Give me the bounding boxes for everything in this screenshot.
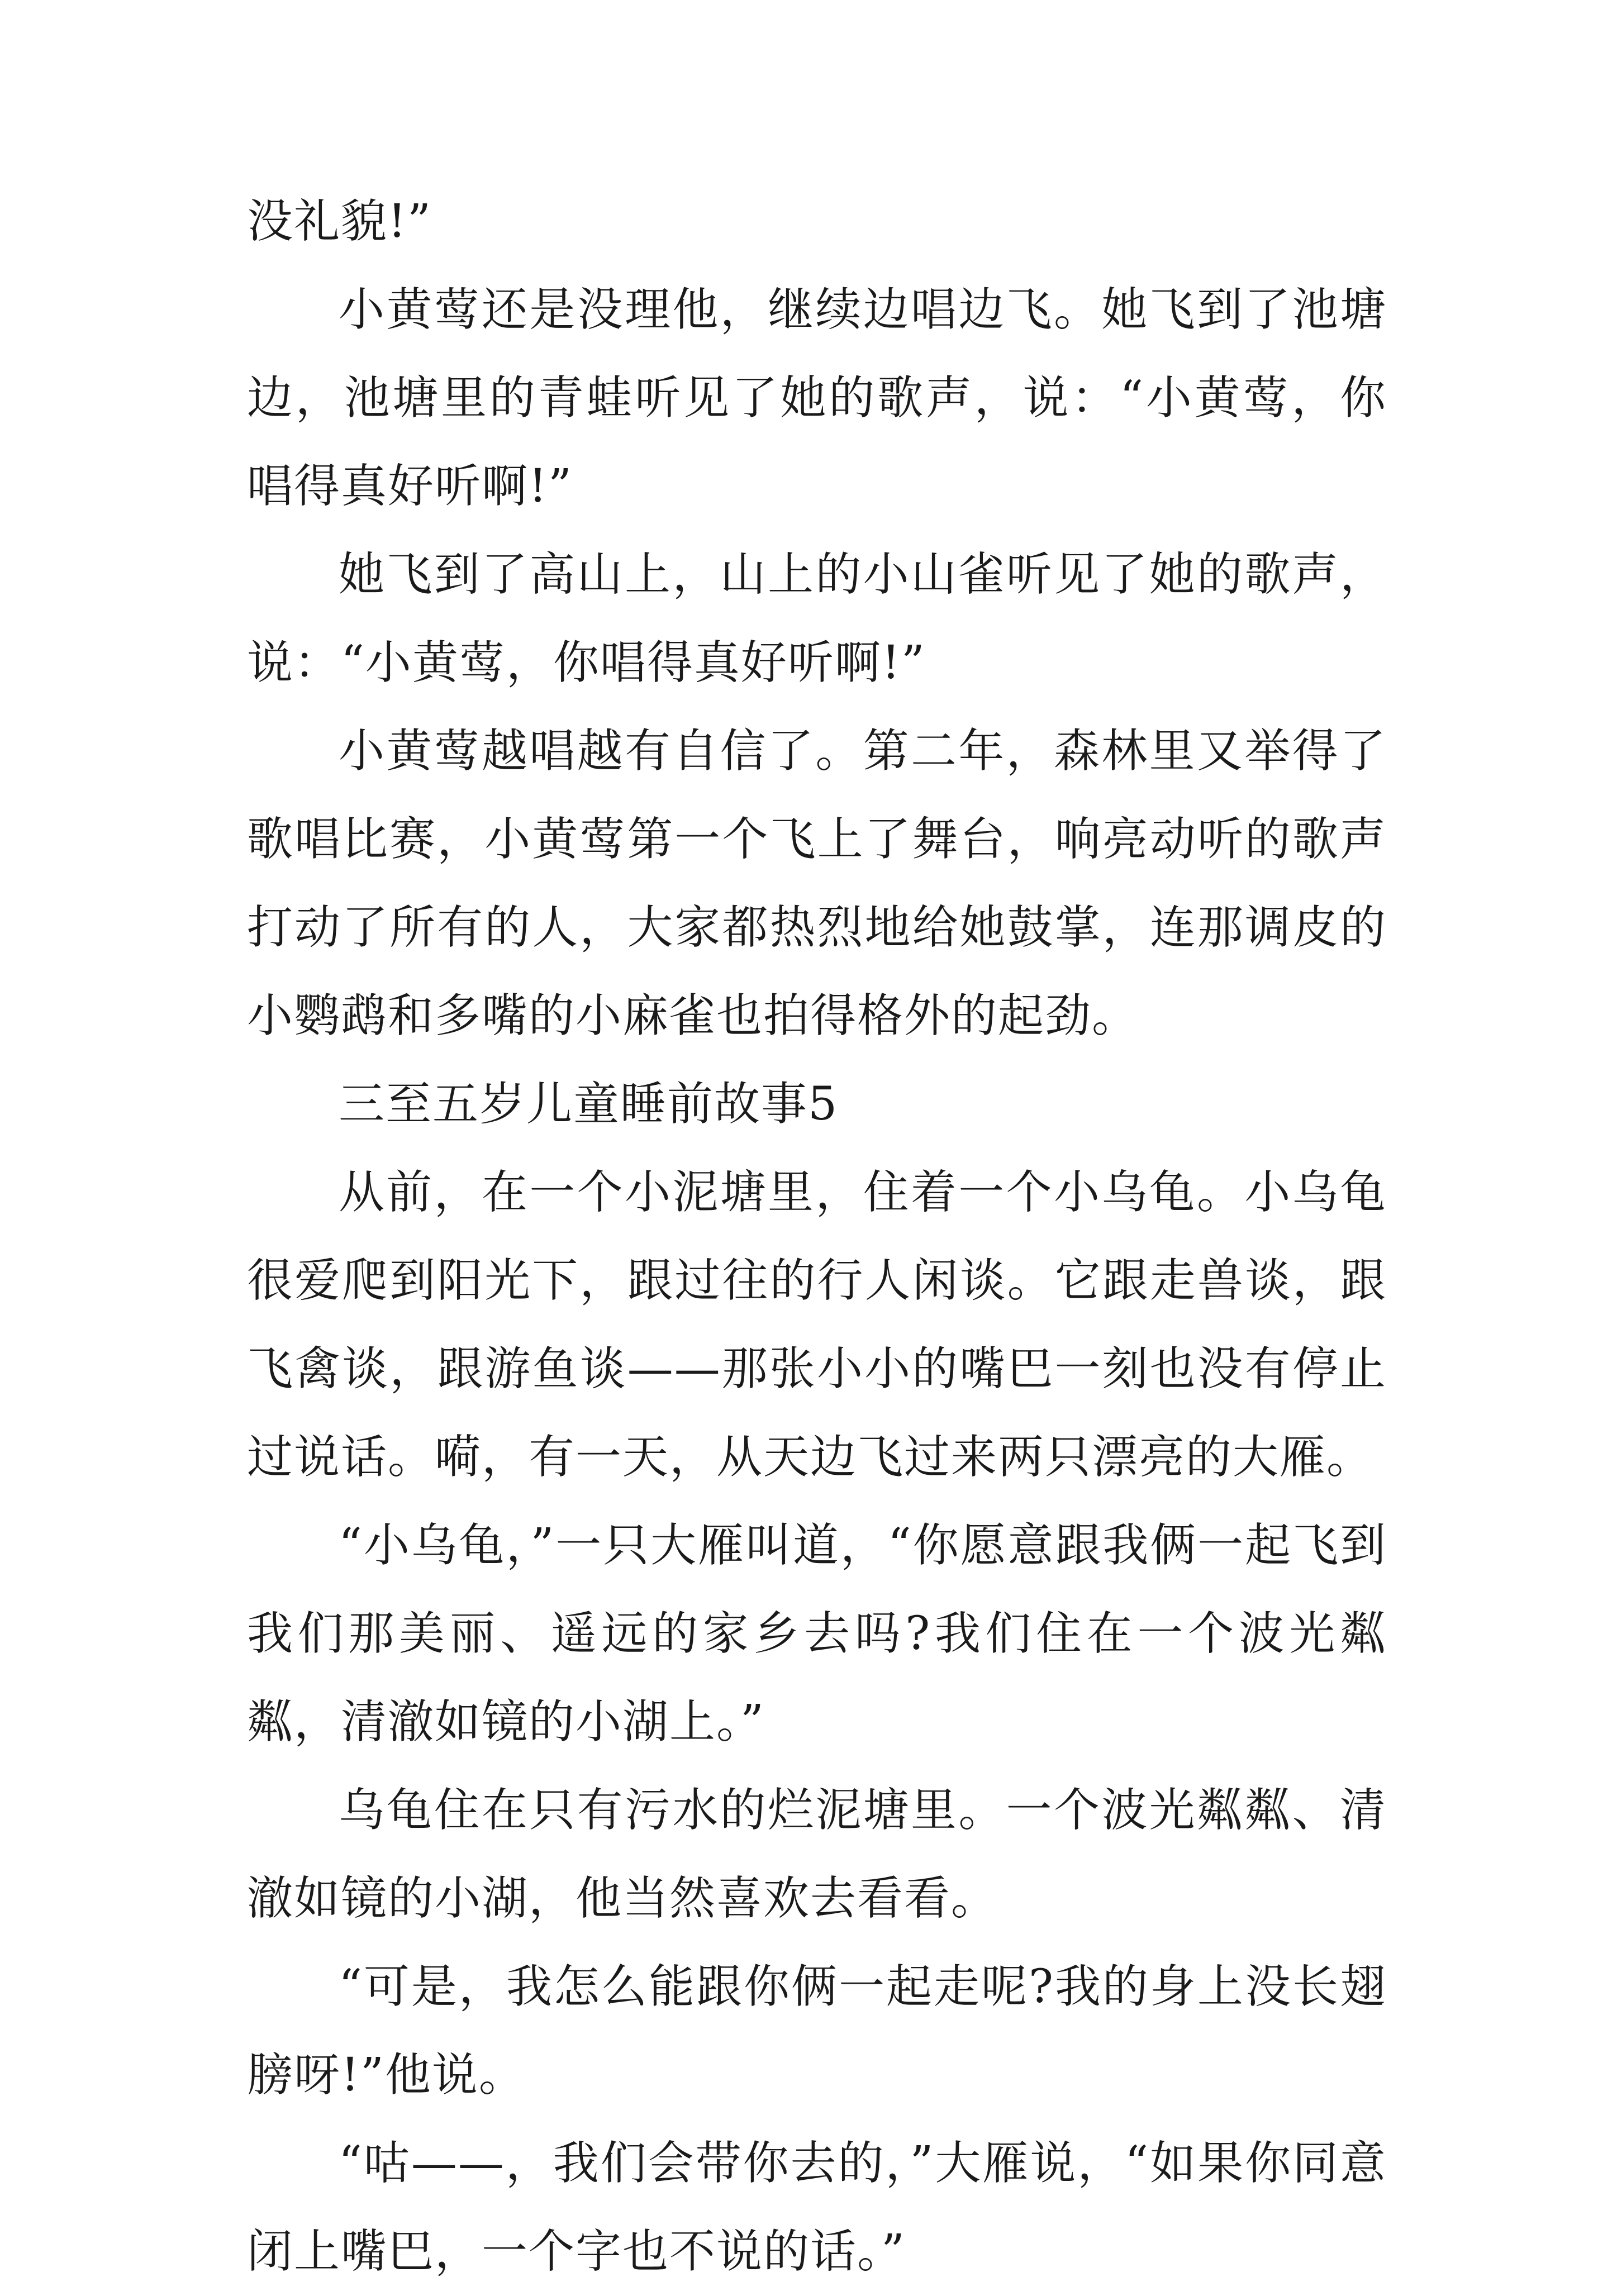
- paragraph: 乌龟住在只有污水的烂泥塘里。一个波光粼粼、清澈如镜的小湖，他当然喜欢去看看。: [247, 1784, 1387, 1925]
- paragraph: “小乌龟，”一只大雁叫道，“你愿意跟我俩一起飞到我们那美丽、遥远的家乡去吗?我们住在一个波光粼粼，清澈如镜的小湖上。”: [247, 1519, 1387, 1749]
- paragraph: “咕——，我们会带你去的，”大雁说，“如果你同意闭上嘴巴，一个字也不说的话。”: [247, 2137, 1387, 2278]
- paragraph: 她飞到了高山上，山上的小山雀听见了她的歌声，说：“小黄莺，你唱得真好听啊!”: [247, 548, 1387, 689]
- paragraph: “可是，我怎么能跟你俩一起走呢?我的身上没长翅膀呀!”他说。: [247, 1960, 1387, 2102]
- paragraph: 从前，在一个小泥塘里，住着一个小乌龟。小乌龟很爱爬到阳光下，跟过往的行人闲谈。它跟走兽谈，跟飞禽谈，跟游鱼谈——那张小小的嘴巴一刻也没有停止过说话。嗬，有一天，从天边飞过来两只漂亮的大雁。: [247, 1166, 1387, 1484]
- story-text: [247, 178, 1387, 2296]
- paragraph: 小黄莺越唱越有自信了。第二年，森林里又举得了歌唱比赛，小黄莺第一个飞上了舞台，响亮动听的歌声打动了所有的人，大家都热烈地给她鼓掌，连那调皮的小鹦鹉和多嘴的小麻雀也拍得格外的起劲。: [247, 725, 1387, 1042]
- paragraph: 小黄莺还是没理他，继续边唱边飞。她飞到了池塘边，池塘里的青蛙听见了她的歌声，说：“小黄莺，你唱得真好听啊!”: [247, 283, 1387, 513]
- paragraph-continued: 没礼貌!”: [247, 195, 432, 248]
- story-heading: 三至五岁儿童睡前故事5: [339, 1078, 839, 1131]
